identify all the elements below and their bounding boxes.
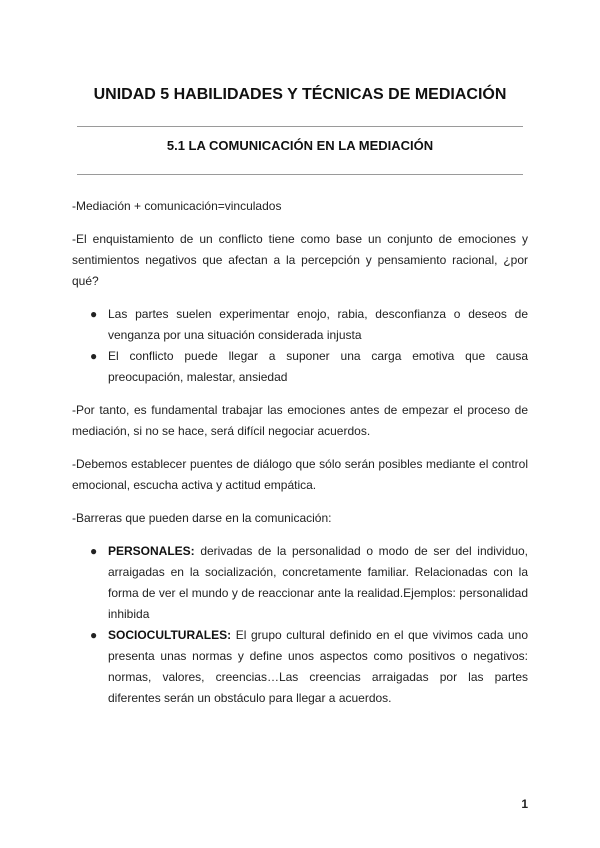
paragraph: -Debemos establecer puentes de diálogo que sólo serán posibles mediante el control emocional, escucha activa y actitud empática. [72, 457, 528, 492]
list-item [90, 625, 528, 709]
list-item-text: El grupo cultural definido en el que vivimos cada uno presenta unas normas y define unos aspectos como positivos o negativos: normas, valores, creencias…Las creencias arraigadas por las partes diferentes serán un obstáculo para llegar a acuerdos. [108, 628, 528, 705]
paragraph: -Mediación + comunicación=vinculados [72, 199, 282, 213]
list-item-text: Las partes suelen experimentar enojo, rabia, desconfianza o deseos de venganza por una situación considerada injusta [108, 307, 528, 342]
paragraph: -Barreras que pueden darse en la comunicación: [72, 511, 332, 525]
bullet-icon: ● [90, 628, 98, 642]
list-item-text: El conflicto puede llegar a suponer una carga emotiva que causa preocupación, malestar, ansiedad [108, 349, 528, 384]
list-item [90, 346, 528, 388]
bullet-icon: ● [90, 544, 98, 558]
section-title: 5.1 LA COMUNICACIÓN EN LA MEDIACIÓN [166, 138, 434, 153]
list-item-term: SOCIOCULTURALES: [108, 628, 232, 642]
list-item [90, 541, 528, 625]
bullet-icon: ● [90, 349, 98, 363]
page-title: UNIDAD 5 HABILIDADES Y TÉCNICAS DE MEDIACIÓN [93, 86, 507, 103]
list-item [90, 304, 528, 346]
paragraph: -Por tanto, es fundamental trabajar las emociones antes de empezar el proceso de mediación, si no se hace, será difícil negociar acuerdos. [72, 403, 528, 438]
bullet-icon: ● [90, 307, 98, 321]
emotions-list [72, 304, 528, 388]
list-item-text: derivadas de la personalidad o modo de ser del individuo, arraigadas en la socialización, concretamente familiar. Relacionadas con la forma de ver el mundo y de reaccionar ante la realidad.Ejemplos: personalidad inhibida [108, 544, 528, 621]
paragraph: -El enquistamiento de un conflicto tiene como base un conjunto de emociones y sentimientos negativos que afectan a la percepción y pensamiento racional, ¿por qué? [72, 232, 528, 288]
title-divider-bottom [77, 174, 523, 175]
list-item-term: PERSONALES: [108, 544, 195, 558]
title-divider-top [77, 126, 523, 127]
document-body [72, 196, 528, 721]
barriers-list [72, 541, 528, 709]
page-number: 1 [521, 797, 528, 811]
